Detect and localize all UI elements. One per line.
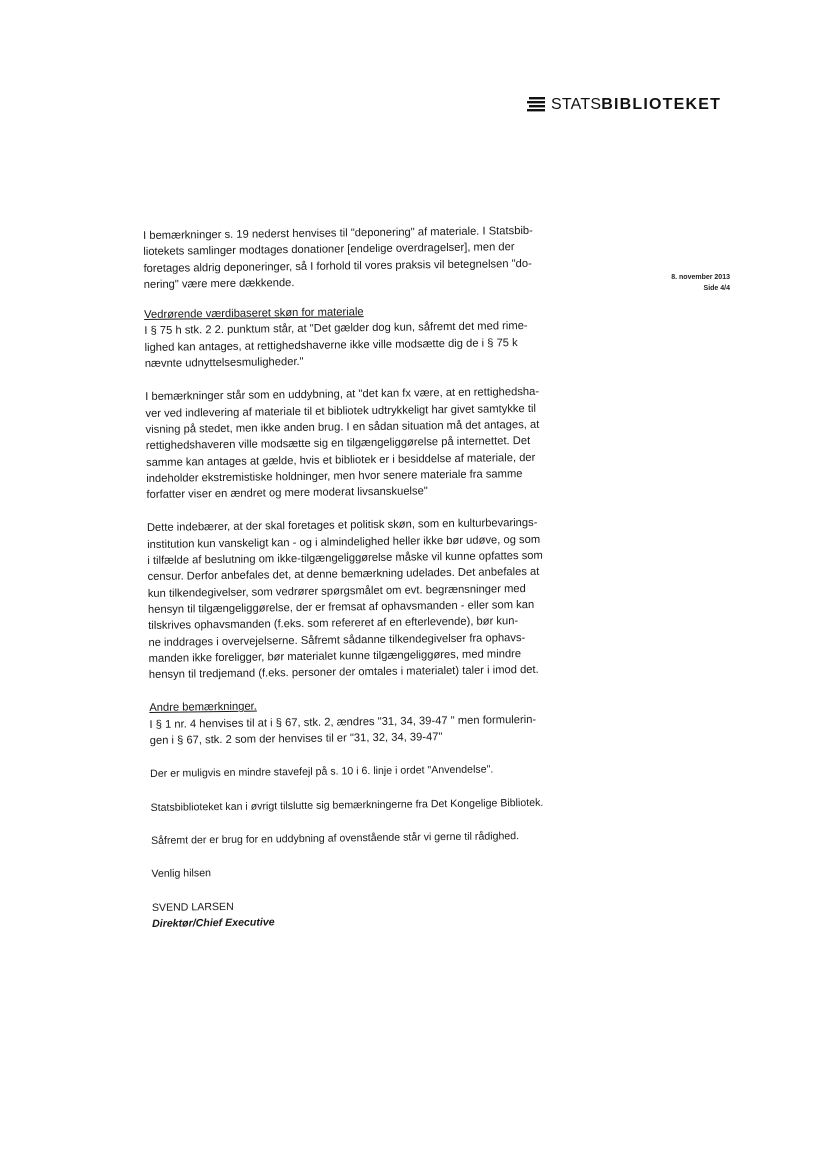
paragraph-deponering: I bemærkninger s. 19 nederst henvises til "deponering" af materiale. I Statsbib- liotekets samlinger modtages donationer [endelige overdragelser], men der foretages aldrig deponeringer, så I forhold til vores praksis vil betegnelsen "do- nering" være mere dækkende. <box>143 224 533 291</box>
page-number: Side 4/4 <box>703 285 730 292</box>
statsbiblioteket-logo <box>527 96 721 114</box>
logo-stripes-icon <box>527 96 547 114</box>
paragraph-uddybning: I bemærkninger står som en uddybning, at "det kan fx være, at en rettighedsha- ver ved indlevering af materiale til et bibliotek udtrykkeligt har givet samtykke til visning på stedet, men ikke anden brug. I en sådan situation må det antages, at rettighedshaveren ville modsætte sig en tilgængeliggørelse på internettet. Det samme kan antages at gælde, hvis et bibliotek er i besiddelse af materiale, der indeholder ekstremistiske holdninger, men hvor senere materiale fra samme forfatter viser en ændret og mere moderat livsanskuelse" <box>145 386 540 502</box>
section-heading-andre: Andre bemærkninger. <box>149 700 257 715</box>
paragraph-tilslutning: Statsbiblioteket kan i øvrigt tilslutte sig bemærkningerne fra Det Kongelige Bibliotek. <box>150 796 544 814</box>
paragraph-paragraf-1: I § 1 nr. 4 henvises til at i § 67, stk. 2, ændres "31, 34, 39-47 " men formulerin- gen i § 67, stk. 2 som der henvises til er "31, 32, 34, 39-47" <box>149 713 537 747</box>
paragraph-75h: I § 75 h stk. 2 2. punktum står, at "Det gælder dog kun, såfremt det med rime- lighed kan antages, at rettighedshaverne ikke ville modsætte dig de i § 75 k nævnte udnyttelsesmuligheder." <box>144 320 528 371</box>
letter-meta <box>640 272 730 294</box>
section-heading-vaerdibaseret: Vedrørende værdibaseret skøn for materiale <box>144 306 364 322</box>
letter-date: 8. november 2013 <box>671 274 730 281</box>
paragraph-uddybning-tilbud: Såfremt der er brug for en uddybning af ovenstående står vi gerne til rådighed. <box>150 830 520 847</box>
signer-name: SVEND LARSEN <box>151 900 234 914</box>
paragraph-stavefejl: Der er muligvis en mindre stavefejl på s. 10 i 6. linje i ordet "Anvendelse". <box>150 763 494 781</box>
letter-body <box>143 222 592 932</box>
logo-text-bold: BIBLIOTEKET <box>601 96 722 113</box>
closing-greeting: Venlig hilsen <box>151 867 212 881</box>
paragraph-politisk-skoen: Dette indebærer, at der skal foretages et politisk skøn, som en kulturbevarings- institution kun vanskeligt kan - og i almindelighed heller ikke bør udøve, og som i tilfælde af beslutning om ikke-tilgængeliggørelse måske vil kunne opfattes som censur. Derfor anbefales det, at denne bemærkning udelades. Det anbefales at kun tilkendegivelser, som vedrører spørgsmålet om evt. begrænsninger med hensyn til tilgængeliggørelse, der er fremsat af ophavsmanden - eller som kan tilskrives ophavsmanden (f.eks. som refereret af en efterlevende), bør kun- ne inddrages i overvejelserne. Såfremt sådanne tilkendegivelser fra ophavs- manden ikke foreligger, bør materialet kunne tilgængeliggøres, med mindre hensyn til tredjemand (f.eks. personer der omtales i materialet) taler i imod det. <box>146 517 543 682</box>
logo-text-light: STATS <box>551 96 602 113</box>
signer-title: Direktør/Chief Executive <box>152 916 275 930</box>
